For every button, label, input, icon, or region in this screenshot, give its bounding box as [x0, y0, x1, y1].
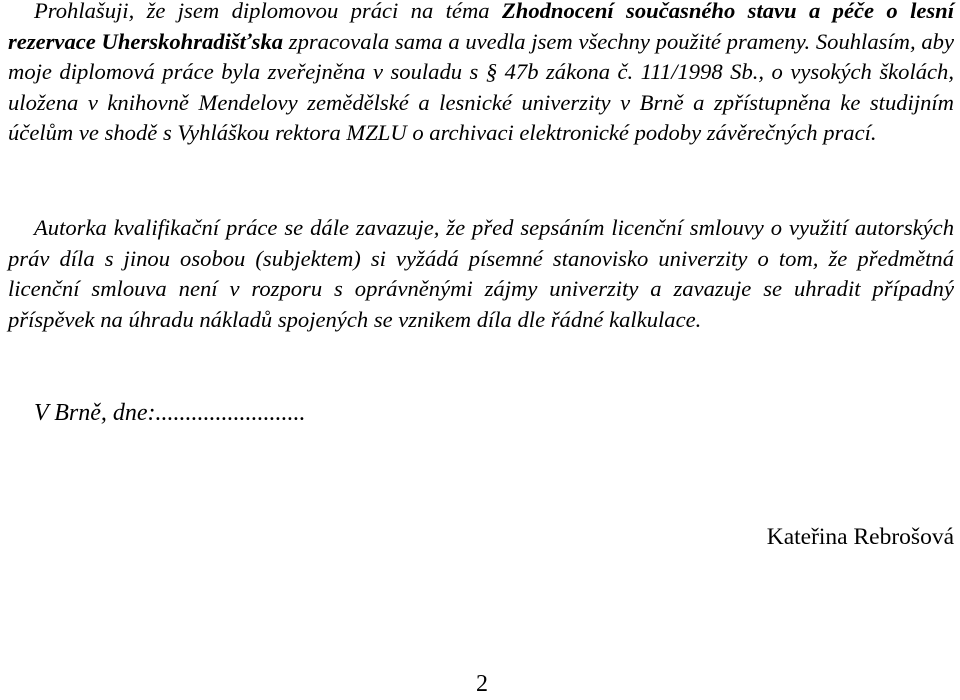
- author-name: Kateřina Rebrošová: [766, 524, 954, 550]
- page-number: 2: [476, 671, 488, 697]
- thesis-topic: Zhodnocení současného stavu a péče o lesní rezervace Uherskohradišťska: [8, 0, 955, 54]
- declaration-paragraph-1: [8, 0, 954, 149]
- declaration-body-text: zpracovala sama a uvedla jsem všechny použité prameny. Souhlasím, aby moje diplomová práce byla zveřejněna v souladu s § 47b zákona č. 111/1998 Sb., o vysokých školách, uložena v knihovně Mendelovy zemědělské a lesnické univerzity v Brně a zpřístupněna ke studijním účelům ve shodě s Vyhláškou rektora MZLU o archivaci elektronické podoby závěrečných prací.: [8, 28, 954, 145]
- declaration-paragraph-2: Autorka kvalifikační práce se dále zavazuje, že před sepsáním licenční smlouvy o využití autorských práv díla s jinou osobou (subjektem) si vyžádá písemné stanovisko univerzity o tom, že předmětná licenční smlouva není v rozporu s oprávněnými zájmy univerzity a zavazuje se uhradit případný příspěvek na úhradu nákladů spojených se vznikem díla dle řádné kalkulace.: [8, 215, 954, 332]
- place-date-line: V Brně, dne:.........................: [34, 400, 306, 426]
- declaration-intro-text: Prohlašuji, že jsem diplomovou práci na téma: [34, 0, 502, 23]
